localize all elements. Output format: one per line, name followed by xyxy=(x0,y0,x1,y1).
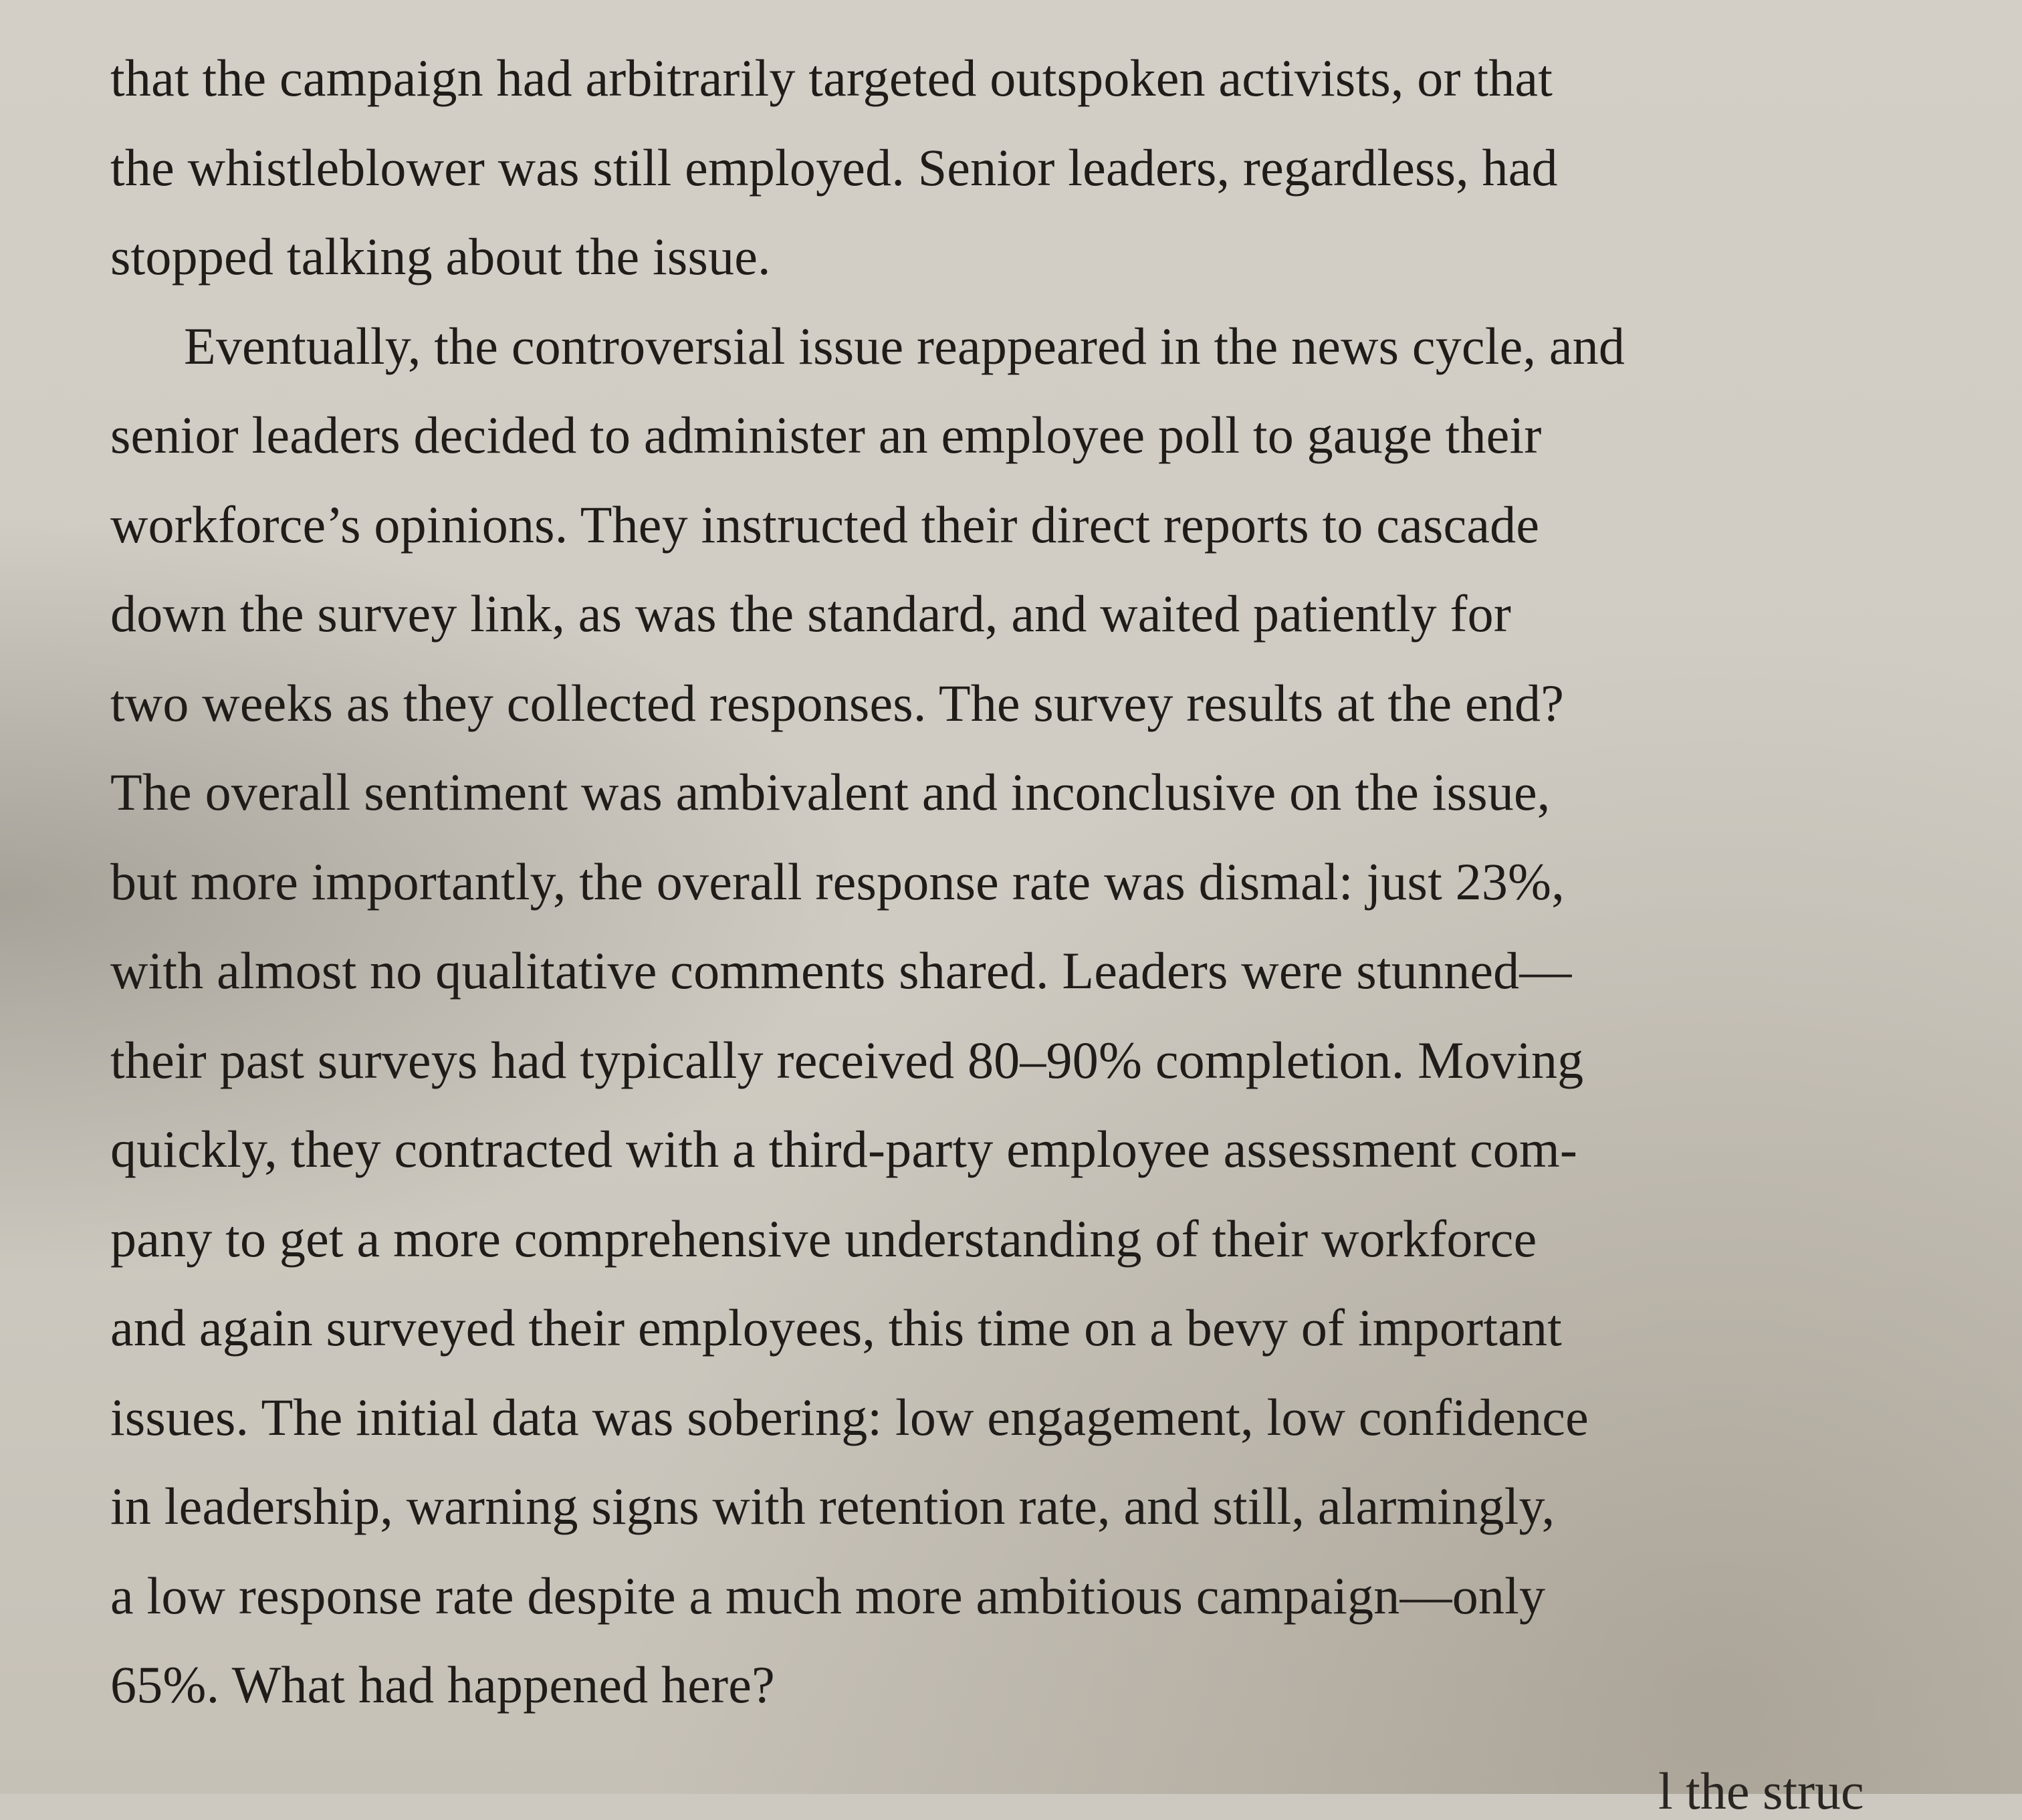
text-line: and again surveyed their employees, this time on a bevy of important xyxy=(110,1298,1563,1357)
text-line: down the survey link, as was the standard, and waited patiently for xyxy=(110,584,1512,643)
body-text xyxy=(110,33,1942,1730)
text-line: the whistleblower was still employed. Senior leaders, regardless, had xyxy=(110,138,1558,197)
text-line: workforce’s opinions. They instructed their direct reports to cascade xyxy=(110,495,1540,554)
text-line: but more importantly, the overall response rate was dismal: just 23%, xyxy=(110,852,1565,911)
text-line: that the campaign had arbitrarily targeted outspoken activists, or that xyxy=(110,49,1553,107)
text-line: pany to get a more comprehensive understanding of their workforce xyxy=(110,1209,1537,1268)
text-line: two weeks as they collected responses. The survey results at the end? xyxy=(110,673,1565,732)
text-line: issues. The initial data was sobering: low engagement, low confidence xyxy=(110,1387,1589,1446)
text-line: with almost no qualitative comments shared. Leaders were stunned— xyxy=(110,941,1572,1000)
text-line: quickly, they contracted with a third-party employee assessment com- xyxy=(110,1120,1578,1178)
text-line: senior leaders decided to administer an employee poll to gauge their xyxy=(110,406,1542,464)
paragraph-first-line: Eventually, the controversial issue reappeared in the news cycle, and xyxy=(184,316,1625,375)
text-line: their past surveys had typically received 80–90% completion. Moving xyxy=(110,1030,1584,1089)
text-line: stopped talking about the issue. xyxy=(110,227,771,286)
text-line: a low response rate despite a much more ambitious campaign—only xyxy=(110,1566,1546,1625)
text-line: 65%. What had happened here? xyxy=(110,1656,775,1714)
next-line-cutoff: l the struc xyxy=(1658,1762,1864,1820)
text-line: in leadership, warning signs with retention rate, and still, alarmingly, xyxy=(110,1477,1555,1535)
text-line: The overall sentiment was ambivalent and inconclusive on the issue, xyxy=(110,763,1551,821)
